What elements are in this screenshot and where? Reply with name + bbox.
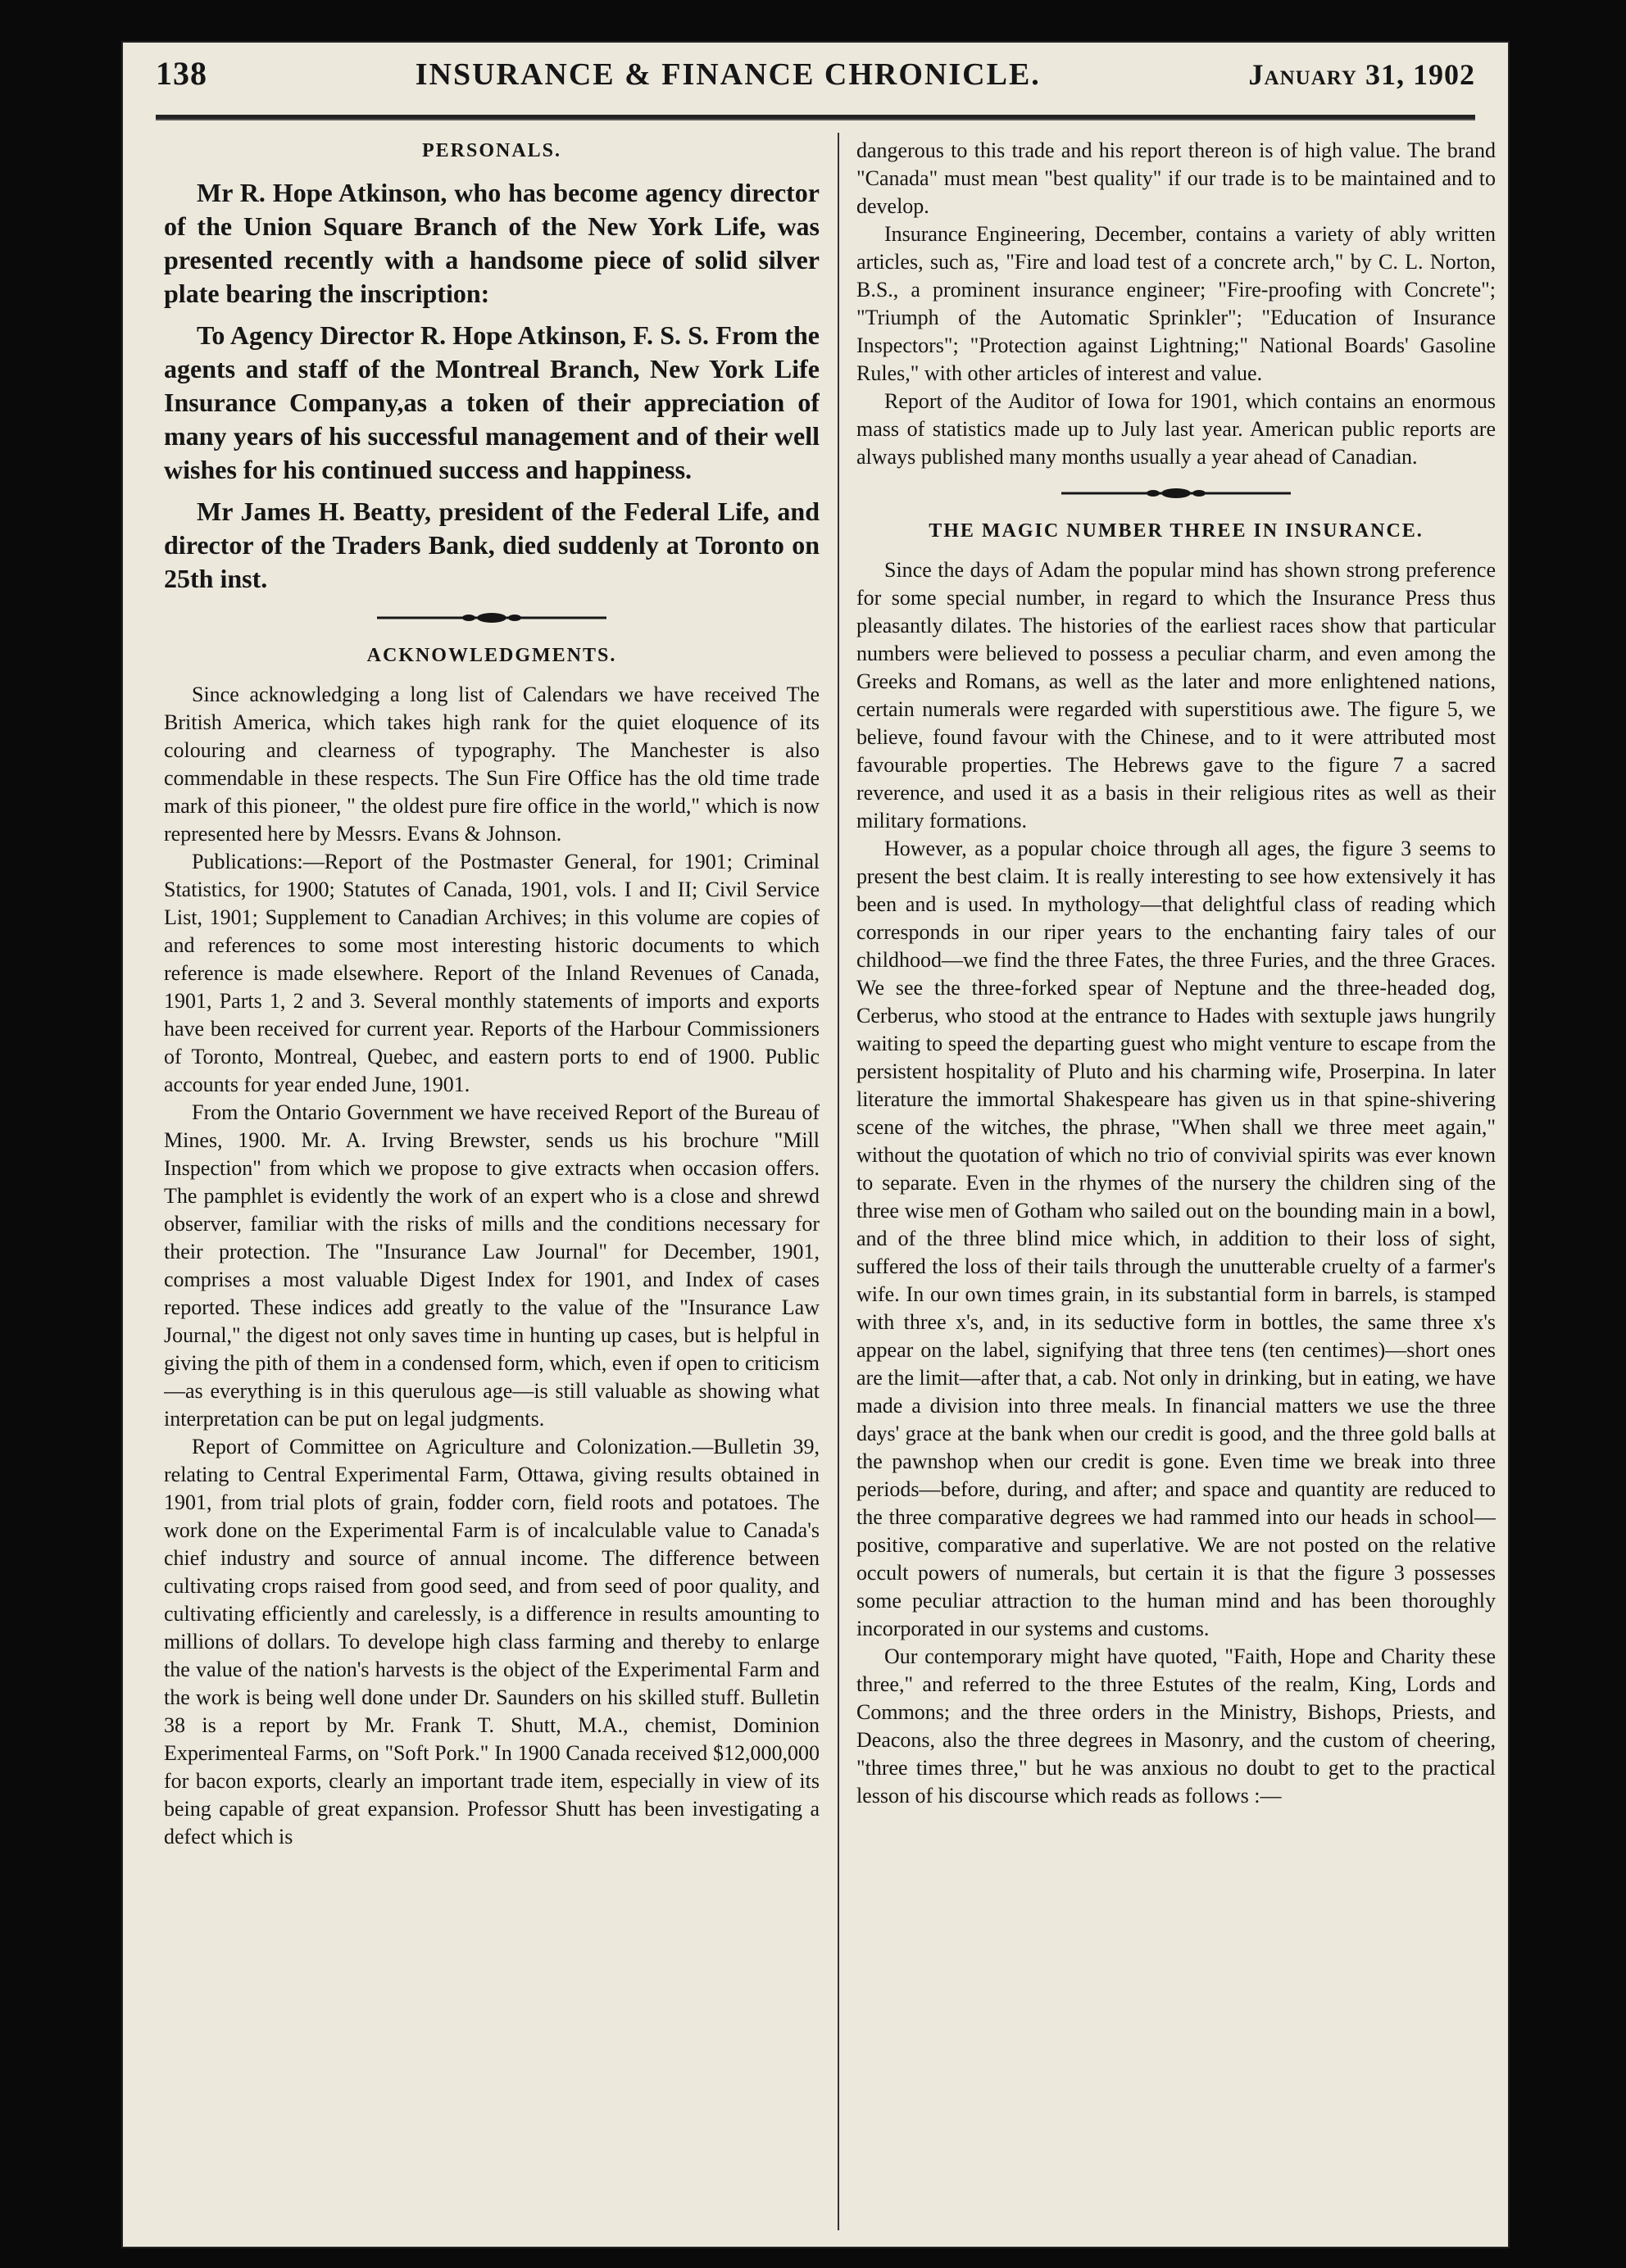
acknowledgments-paragraph-1: Since acknowledging a long list of Calendars we have received The British America, which takes high rank for the quiet eloquence of its colouring and clearness of typography. The Manchester is also commendable in these respects. The Sun Fire Office has the old time trade mark of this pioneer, " the oldest pure fire office in the world," which is now represented here by Messrs. Evans & Johnson. (164, 683, 820, 846)
acknowledgments-paragraph-4: Report of Committee on Agriculture and Colonization.—Bulletin 39, relating to Central Experimental Farm, Ottawa, giving results obtained in 1901, from trial plots of grain, fodder corn, field roots and potatoes. The work done on the Experimental Farm is of incalculable value to Canada's chief industry and source of annual income. The difference between cultivating crops raised from good seed, and from seed of poor quality, and cultivating efficiently and carelessly, is a difference in results amounting to millions of dollars. To develope high class farming and thereby to enlarge the value of the nation's harvests is the object of the Experimental Farm and the work is being well done under Dr. Saunders on his skilled stuff. Bulletin 38 is a report by Mr. Frank T. Shutt, M.A., chemist, Dominion Experimenteal Farms, on "Soft Pork." In 1900 Canada received $12,000,000 for bacon exports, clearly an important trade item, especially in view of its being capable of great expansion. Professor Shutt has been investigating a defect which is (164, 1435, 820, 1848)
issue-date: January 31, 1902 (1248, 58, 1475, 91)
magic-number-paragraph-3: Our contemporary might have quoted, "Faith, Hope and Charity these three," and referred to the three Estutes of the realm, King, Lords and Commons; and the three orders in the Ministry, Bishops, Priests, and Deacons, also the three degrees in Masonry, and the custom of cheering, "three times three," but he was anxious no doubt to get to the practical lesson of his discourse which reads as follows :— (856, 1644, 1496, 1808)
personals-inscription: To Agency Director R. Hope Atkinson, F. S. S. From the agents and staff of the Montreal Branch, New York Life Insurance Company,as a token of their appreciation of many years of his successful management and of their well wishes for his continued success and happiness. (164, 320, 820, 484)
section-ornament (856, 488, 1496, 499)
right-column (856, 137, 1496, 2230)
continued-paragraph-2: Insurance Engineering, December, contains a variety of ably written articles, such as, "Fire and load test of a concrete arch," by C. L. Norton, B.S., a prominent insurance engineer; "Fire-proofing with Concrete"; "Triumph of the Automatic Sprinkler"; "Education of Insurance Inspectors"; "Protection against Lightning;" National Boards' Gasoline Rules," with other articles of interest and value. (856, 222, 1496, 385)
newspaper-page (123, 43, 1508, 2247)
left-column (164, 137, 820, 2230)
column-divider (838, 133, 839, 2230)
acknowledgments-heading: ACKNOWLEDGMENTS. (366, 645, 617, 666)
continued-paragraph-1: dangerous to this trade and his report thereon is of high value. The brand "Canada" must mean "best quality" if our trade is to be maintained and to develop. (856, 138, 1496, 218)
personals-paragraph-3: Mr James H. Beatty, president of the Federal Life, and director of the Traders Bank, died suddenly at Toronto on 25th inst. (164, 497, 820, 593)
personals-paragraph-1: Mr R. Hope Atkinson, who has become agency director of the Union Square Branch of the New York Life, was presented recently with a handsome piece of solid silver plate bearing the inscription: (164, 178, 820, 308)
page-header (156, 54, 1475, 111)
magic-number-heading: THE MAGIC NUMBER THREE IN INSURANCE. (929, 520, 1424, 542)
publication-title: INSURANCE & FINANCE CHRONICLE. (415, 57, 1041, 92)
magic-number-paragraph-2: However, as a popular choice through all ages, the figure 3 seems to present the best claim. It is really interesting to see how extensively it has been and is used. In mythology—that delightful class of reading which corresponds in our riper years to the enchanting fairy tales of our childhood—we find the three Fates, the three Furies, and the three Graces. We see the three-forked spear of Neptune and the three-headed dog, Cerberus, who stood at the entrance to Hades with sextuple jaws hungrily waiting to speed the departing guest who might venture to escape from the persistent hospitality of Pluto and his charming wife, Proserpina. In later literature the immortal Shakespeare has given us in that spine-shivering scene of the witches, the phrase, "When shall we three meet again," without the quotation of which no trio of convivial spirits was ever known to separate. Even in the rhymes of the nursery the children sing of the three wise men of Gotham who sailed out on the bounding main in a bowl, and of the three blind mice which, in addition to their loss of sight, suffered the loss of their tails through the unutterable cruelty of a farmer's wife. In our own times grain, in its substantial form in barrels, is stamped with three x's, and, in its seductive form in bottles, the same three x's appear on the label, signifying that three tens (ten centimes)—short ones are the limit—after that, a cab. Not only in drinking, but in eating, we have made a division into three meals. In financial matters we use the three days' grace at the bank when our credit is good, and the three gold balls at the pawnshop when our credit is gone. Even time we break into three periods—before, during, and after; and space and quantity are reduced to the three comparative degrees we had rammed into our heads in school—positive, comparative and superlative. We are not posted on the relative occult powers of numerals, but certain it is that the figure 3 possesses some peculiar attraction to the human mind and has been thoroughly incorporated in our systems and customs. (856, 837, 1496, 1640)
section-ornament (164, 612, 820, 624)
ornament-rule-icon (1061, 488, 1291, 499)
page-number: 138 (156, 55, 207, 92)
acknowledgments-paragraph-2: Publications:—Report of the Postmaster General, for 1901; Criminal Statistics, for 1900; Statutes of Canada, 1901, vols. I and II; Civil Service List, 1901; Supplement to Canadian Archives; in this volume are copies of and references to some most interesting historic documents to which reference is made elsewhere. Report of the Inland Revenues of Canada, 1901, Parts 1, 2 and 3. Several monthly statements of imports and exports have been received for current year. Reports of the Harbour Commissioners of Toronto, Montreal, Quebec, and eastern ports to end of 1900. Public accounts for year ended June, 1901. (164, 850, 820, 1096)
acknowledgments-paragraph-3: From the Ontario Government we have received Report of the Bureau of Mines, 1900. Mr. A. Irving Brewster, sends us his brochure "Mill Inspection" from which we propose to give extracts when occasion offers. The pamphlet is evidently the work of an expert who is a close and shrewd observer, familiar with the risks of mills and the conditions necessary for their protection. The "Insurance Law Journal" for December, 1901, comprises a most valuable Digest Index for 1901, and Index of cases reported. These indices add greatly to the value of the "Insurance Law Journal," the digest not only saves time in hunting up cases, but is helpful in giving the pith of them in a condensed form, which, even if open to criticism—as everything is in this querulous age—is still valuable as showing what interpretation can be put on legal judgments. (164, 1100, 820, 1431)
header-rule (156, 115, 1475, 120)
continued-paragraph-3: Report of the Auditor of Iowa for 1901, which contains an enormous mass of statistics made up to July last year. American public reports are always published many months usually a year ahead of Canadian. (856, 389, 1496, 469)
personals-heading: PERSONALS. (421, 140, 562, 161)
magic-number-paragraph-1: Since the days of Adam the popular mind has shown strong preference for some special number, in regard to which the Insurance Press thus pleasantly dilates. The histories of the earliest races show that particular numbers were believed to possess a peculiar charm, and even among the Greeks and Romans, as well as the later and more enlightened nations, certain numerals were regarded with superstitious awe. The figure 5, we believe, found favour with the Chinese, and to it were attributed most favourable properties. The Hebrews gave to the figure 7 a sacred reverence, and used it as a basis in their religious rites as well as their military formations. (856, 558, 1496, 832)
ornament-rule-icon (377, 612, 606, 624)
